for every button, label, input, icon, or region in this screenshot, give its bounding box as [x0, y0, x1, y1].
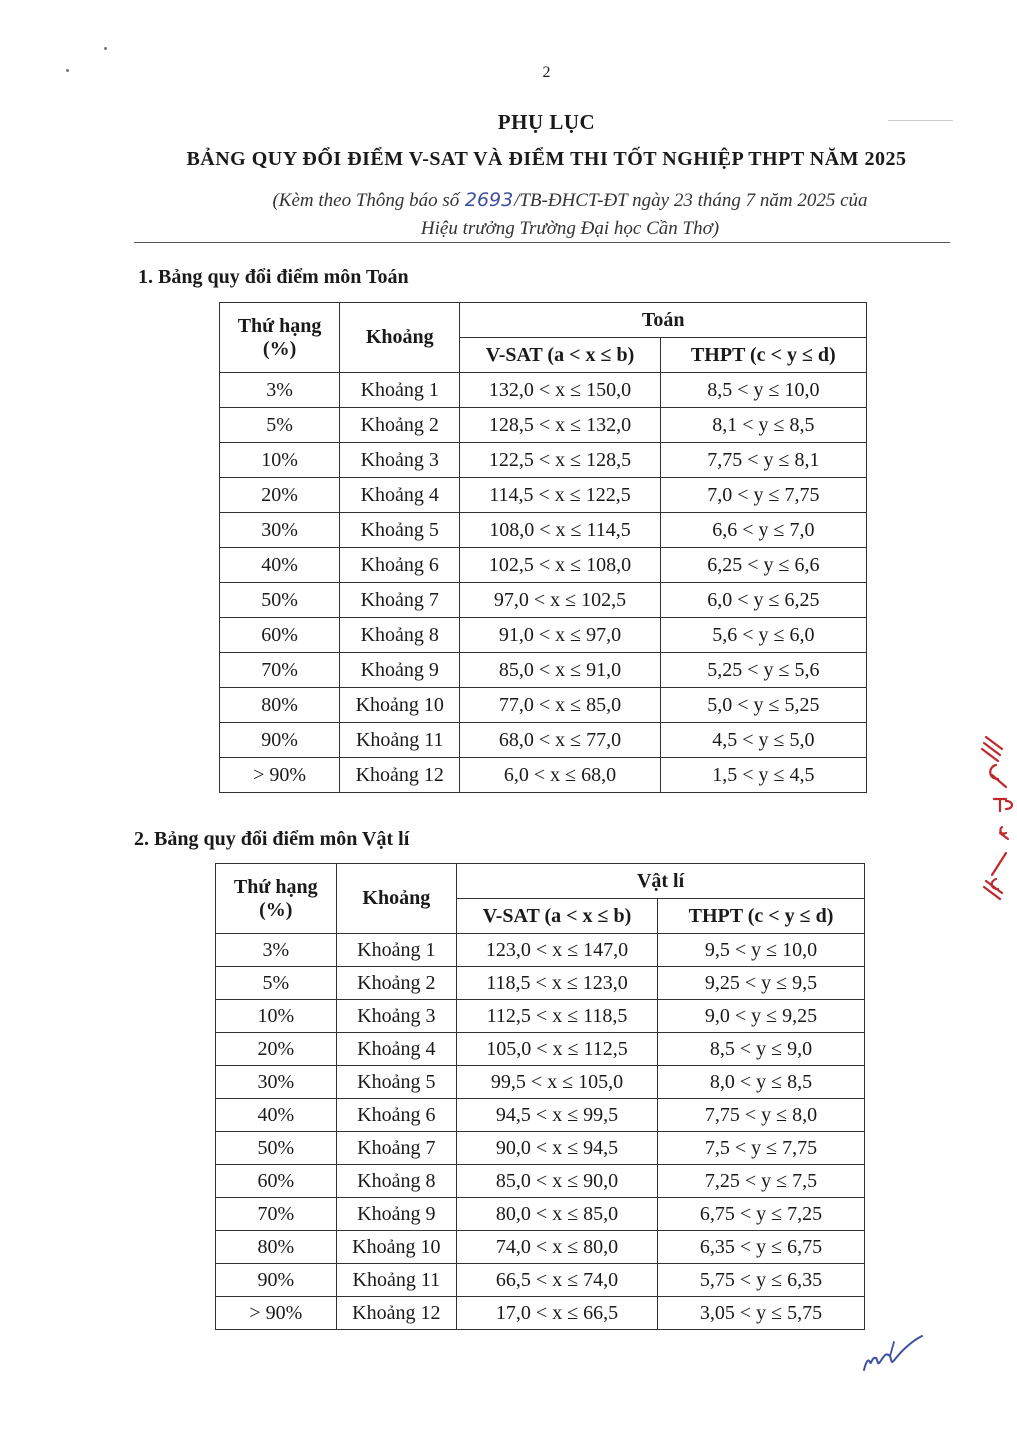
- rank-cell: 20%: [220, 478, 340, 513]
- vsat-header: V-SAT (a < x ≤ b): [457, 899, 658, 934]
- rank-cell: 5%: [220, 408, 340, 443]
- table-row: [220, 513, 867, 548]
- thpt-header: THPT (c < y ≤ d): [660, 338, 866, 373]
- rank-cell: 5%: [216, 967, 337, 1000]
- rank-cell: 30%: [216, 1066, 337, 1099]
- thpt-range-cell: 6,75 < y ≤ 7,25: [658, 1198, 865, 1231]
- thpt-range-cell: 5,6 < y ≤ 6,0: [660, 618, 866, 653]
- rank-cell: 3%: [216, 934, 337, 967]
- interval-cell: Khoảng 11: [336, 1264, 457, 1297]
- rank-cell: 50%: [216, 1132, 337, 1165]
- interval-header: Khoảng: [340, 303, 460, 373]
- rank-cell: 80%: [216, 1231, 337, 1264]
- handwritten-doc-number: 2693: [464, 189, 514, 211]
- interval-cell: Khoảng 11: [340, 723, 460, 758]
- interval-cell: Khoảng 5: [336, 1066, 457, 1099]
- table-row: [216, 1066, 865, 1099]
- vsat-range-cell: 105,0 < x ≤ 112,5: [457, 1033, 658, 1066]
- interval-cell: Khoảng 1: [336, 934, 457, 967]
- interval-cell: Khoảng 6: [336, 1099, 457, 1132]
- interval-cell: Khoảng 9: [336, 1198, 457, 1231]
- vsat-range-cell: 108,0 < x ≤ 114,5: [460, 513, 660, 548]
- section-heading-physics: 2. Bảng quy đổi điểm môn Vật lí: [134, 828, 410, 850]
- thpt-range-cell: 3,05 < y ≤ 5,75: [658, 1297, 865, 1330]
- interval-header: Khoảng: [336, 864, 457, 934]
- interval-cell: Khoảng 7: [336, 1132, 457, 1165]
- interval-cell: Khoảng 10: [336, 1231, 457, 1264]
- table-row: [220, 723, 867, 758]
- interval-cell: Khoảng 5: [340, 513, 460, 548]
- interval-cell: Khoảng 12: [340, 758, 460, 793]
- section-heading-math: 1. Bảng quy đổi điểm môn Toán: [138, 266, 409, 288]
- table-row: [216, 1033, 865, 1066]
- interval-cell: Khoảng 4: [340, 478, 460, 513]
- vsat-range-cell: 112,5 < x ≤ 118,5: [457, 1000, 658, 1033]
- interval-cell: Khoảng 10: [340, 688, 460, 723]
- interval-cell: Khoảng 6: [340, 548, 460, 583]
- vsat-range-cell: 99,5 < x ≤ 105,0: [457, 1066, 658, 1099]
- thpt-range-cell: 6,25 < y ≤ 6,6: [660, 548, 866, 583]
- thpt-range-cell: 6,35 < y ≤ 6,75: [658, 1231, 865, 1264]
- table-row: [220, 618, 867, 653]
- vsat-range-cell: 132,0 < x ≤ 150,0: [460, 373, 660, 408]
- rank-cell: 20%: [216, 1033, 337, 1066]
- rank-cell: 60%: [220, 618, 340, 653]
- interval-cell: Khoảng 3: [340, 443, 460, 478]
- subject-header: Vật lí: [457, 864, 865, 899]
- table-row: [216, 934, 865, 967]
- thpt-range-cell: 5,75 < y ≤ 6,35: [658, 1264, 865, 1297]
- physics-conversion-table: [215, 863, 865, 1330]
- vsat-range-cell: 123,0 < x ≤ 147,0: [457, 934, 658, 967]
- scan-speck: [104, 47, 107, 50]
- page-title: PHỤ LỤC: [497, 110, 596, 134]
- vsat-range-cell: 90,0 < x ≤ 94,5: [457, 1132, 658, 1165]
- thpt-range-cell: 8,0 < y ≤ 8,5: [658, 1066, 865, 1099]
- thpt-range-cell: 1,5 < y ≤ 4,5: [660, 758, 866, 793]
- interval-cell: Khoảng 12: [336, 1297, 457, 1330]
- table-row: [220, 478, 867, 513]
- handwritten-initials: [860, 1332, 930, 1377]
- table-row: [220, 758, 867, 793]
- thpt-range-cell: 4,5 < y ≤ 5,0: [660, 723, 866, 758]
- rank-cell: 10%: [216, 1000, 337, 1033]
- attachment-note-suffix: /TB-ĐHCT-ĐT ngày 23 tháng 7 năm 2025 của: [514, 190, 868, 211]
- table-row: [220, 653, 867, 688]
- vsat-range-cell: 66,5 < x ≤ 74,0: [457, 1264, 658, 1297]
- vsat-range-cell: 74,0 < x ≤ 80,0: [457, 1231, 658, 1264]
- rank-cell: 70%: [220, 653, 340, 688]
- table-row: [216, 1000, 865, 1033]
- table-row: [220, 373, 867, 408]
- attachment-note-line2: Hiệu trưởng Trường Đại học Cần Thơ): [420, 218, 720, 239]
- table-row: [220, 443, 867, 478]
- thpt-range-cell: 7,75 < y ≤ 8,0: [658, 1099, 865, 1132]
- thpt-header: THPT (c < y ≤ d): [658, 899, 865, 934]
- table-row: [220, 688, 867, 723]
- vsat-range-cell: 85,0 < x ≤ 91,0: [460, 653, 660, 688]
- table-row: [220, 408, 867, 443]
- thpt-range-cell: 8,5 < y ≤ 10,0: [660, 373, 866, 408]
- vsat-range-cell: 122,5 < x ≤ 128,5: [460, 443, 660, 478]
- thpt-range-cell: 9,0 < y ≤ 9,25: [658, 1000, 865, 1033]
- thpt-range-cell: 6,0 < y ≤ 6,25: [660, 583, 866, 618]
- rank-cell: 90%: [216, 1264, 337, 1297]
- attachment-note: [200, 186, 940, 243]
- thpt-range-cell: 9,5 < y ≤ 10,0: [658, 934, 865, 967]
- vsat-range-cell: 80,0 < x ≤ 85,0: [457, 1198, 658, 1231]
- vsat-range-cell: 102,5 < x ≤ 108,0: [460, 548, 660, 583]
- thpt-range-cell: 7,0 < y ≤ 7,75: [660, 478, 866, 513]
- rank-cell: 30%: [220, 513, 340, 548]
- faint-scan-line: [888, 120, 953, 121]
- table-row: [216, 1297, 865, 1330]
- attachment-note-prefix: (Kèm theo Thông báo số: [272, 190, 460, 211]
- interval-cell: Khoảng 7: [340, 583, 460, 618]
- vsat-range-cell: 85,0 < x ≤ 90,0: [457, 1165, 658, 1198]
- vsat-range-cell: 68,0 < x ≤ 77,0: [460, 723, 660, 758]
- thpt-range-cell: 6,6 < y ≤ 7,0: [660, 513, 866, 548]
- vsat-range-cell: 91,0 < x ≤ 97,0: [460, 618, 660, 653]
- interval-cell: Khoảng 2: [340, 408, 460, 443]
- interval-cell: Khoảng 1: [340, 373, 460, 408]
- vsat-range-cell: 77,0 < x ≤ 85,0: [460, 688, 660, 723]
- thpt-range-cell: 9,25 < y ≤ 9,5: [658, 967, 865, 1000]
- table-row: [216, 1264, 865, 1297]
- vsat-range-cell: 6,0 < x ≤ 68,0: [460, 758, 660, 793]
- thpt-range-cell: 7,25 < y ≤ 7,5: [658, 1165, 865, 1198]
- rank-cell: 70%: [216, 1198, 337, 1231]
- interval-cell: Khoảng 8: [336, 1165, 457, 1198]
- math-conversion-table: [219, 302, 867, 793]
- table-row: [216, 1231, 865, 1264]
- rank-cell: 10%: [220, 443, 340, 478]
- thpt-range-cell: 7,75 < y ≤ 8,1: [660, 443, 866, 478]
- vsat-range-cell: 114,5 < x ≤ 122,5: [460, 478, 660, 513]
- rank-cell: 40%: [216, 1099, 337, 1132]
- thpt-range-cell: 5,0 < y ≤ 5,25: [660, 688, 866, 723]
- header-divider: [134, 242, 950, 243]
- rank-cell: 50%: [220, 583, 340, 618]
- interval-cell: Khoảng 9: [340, 653, 460, 688]
- rank-cell: > 90%: [216, 1297, 337, 1330]
- interval-cell: Khoảng 2: [336, 967, 457, 1000]
- vsat-header: V-SAT (a < x ≤ b): [460, 338, 660, 373]
- red-stamp-fragment: [972, 735, 1017, 905]
- table-row: [216, 1165, 865, 1198]
- vsat-range-cell: 17,0 < x ≤ 66,5: [457, 1297, 658, 1330]
- rank-cell: 80%: [220, 688, 340, 723]
- vsat-range-cell: 94,5 < x ≤ 99,5: [457, 1099, 658, 1132]
- interval-cell: Khoảng 4: [336, 1033, 457, 1066]
- thpt-range-cell: 8,5 < y ≤ 9,0: [658, 1033, 865, 1066]
- vsat-range-cell: 97,0 < x ≤ 102,5: [460, 583, 660, 618]
- thpt-range-cell: 5,25 < y ≤ 5,6: [660, 653, 866, 688]
- subject-header: Toán: [460, 303, 867, 338]
- rank-header: Thứ hạng (%): [216, 864, 337, 934]
- rank-cell: 60%: [216, 1165, 337, 1198]
- table-row: [220, 583, 867, 618]
- thpt-range-cell: 7,5 < y ≤ 7,75: [658, 1132, 865, 1165]
- thpt-range-cell: 8,1 < y ≤ 8,5: [660, 408, 866, 443]
- table-row: [216, 1099, 865, 1132]
- page-number: 2: [542, 64, 551, 81]
- page-subtitle: BẢNG QUY ĐỔI ĐIỂM V-SAT VÀ ĐIỂM THI TỐT NGHIỆP THPT NĂM 2025: [186, 148, 907, 170]
- interval-cell: Khoảng 3: [336, 1000, 457, 1033]
- interval-cell: Khoảng 8: [340, 618, 460, 653]
- rank-cell: 90%: [220, 723, 340, 758]
- rank-cell: > 90%: [220, 758, 340, 793]
- vsat-range-cell: 128,5 < x ≤ 132,0: [460, 408, 660, 443]
- table-row: [220, 548, 867, 583]
- rank-cell: 3%: [220, 373, 340, 408]
- rank-header: Thứ hạng (%): [220, 303, 340, 373]
- table-row: [216, 1198, 865, 1231]
- rank-cell: 40%: [220, 548, 340, 583]
- table-row: [216, 1132, 865, 1165]
- vsat-range-cell: 118,5 < x ≤ 123,0: [457, 967, 658, 1000]
- table-row: [216, 967, 865, 1000]
